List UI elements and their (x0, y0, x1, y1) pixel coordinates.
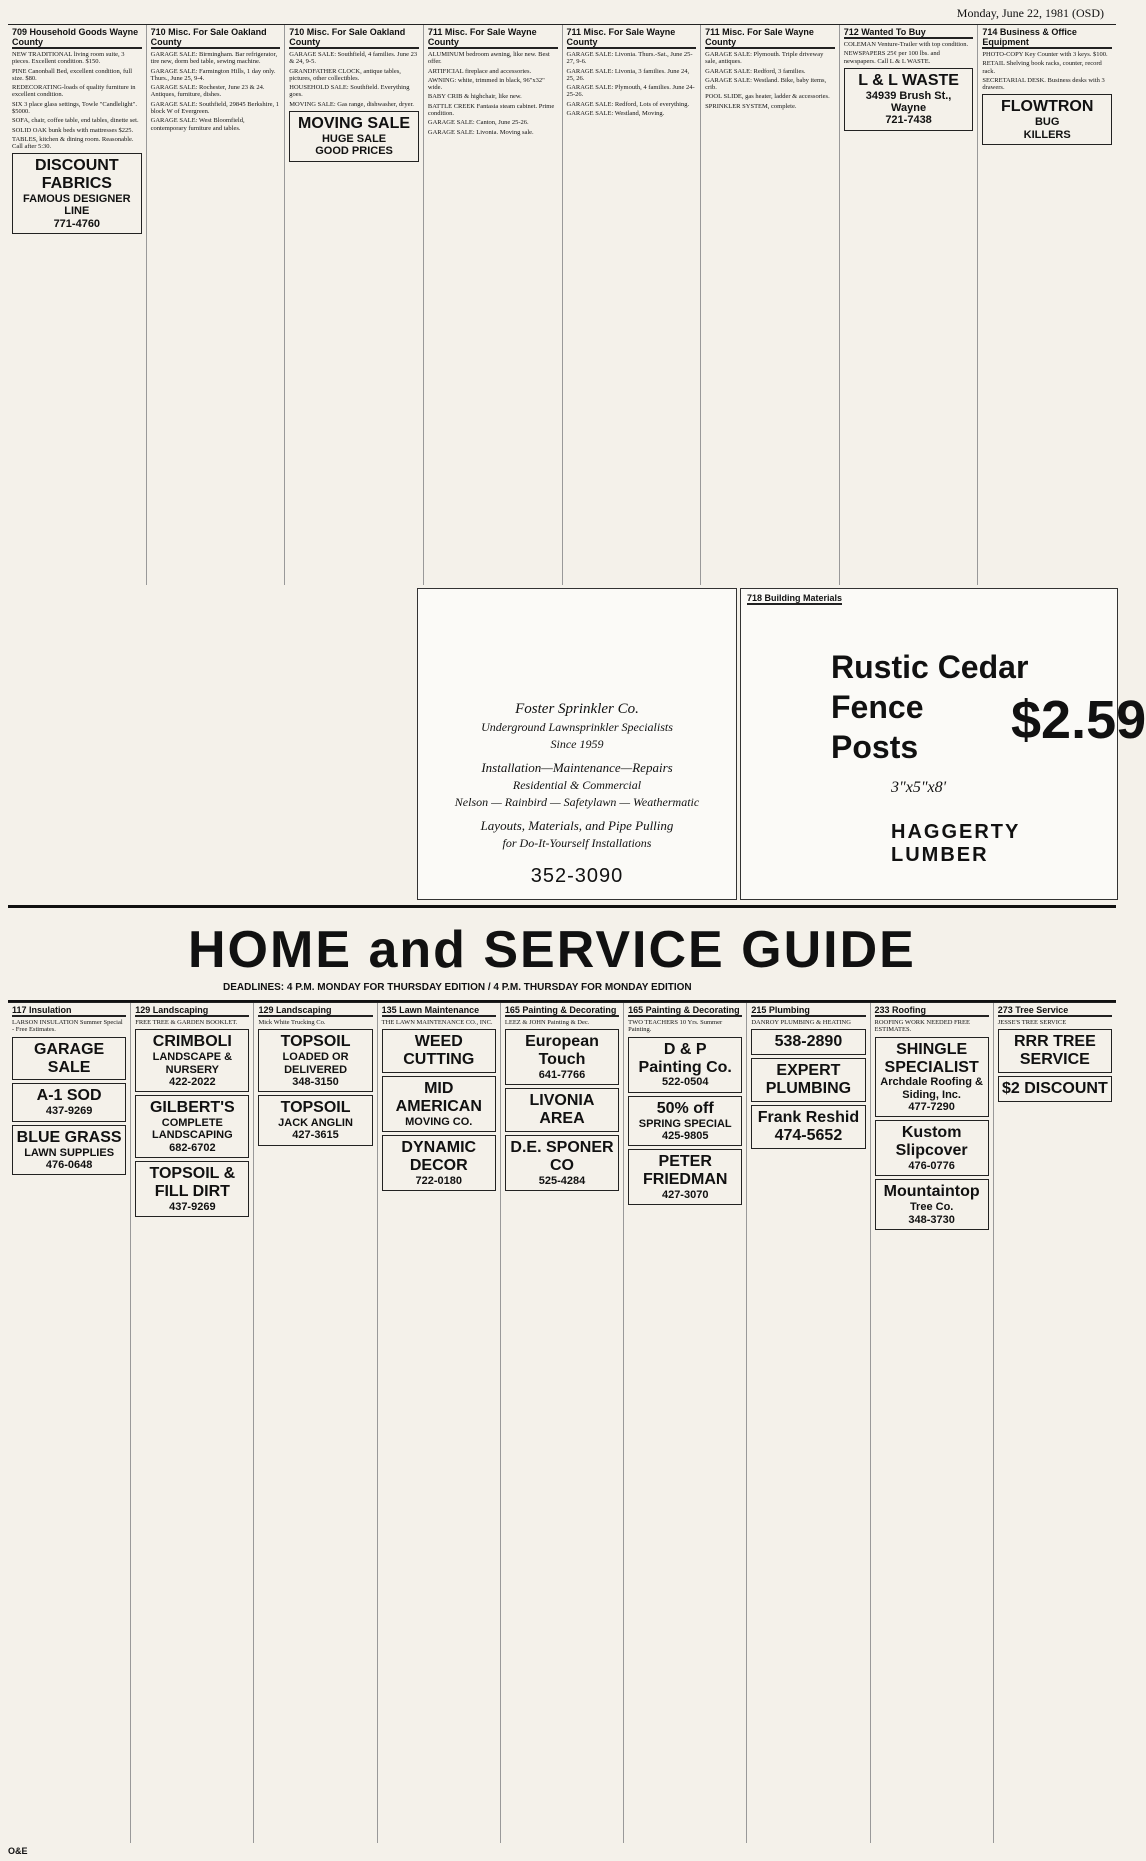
classified-ad: SOLID OAK bunk beds with mattresses $225. (12, 126, 134, 134)
display-ad-line: SHINGLE SPECIALIST (884, 1040, 979, 1076)
display-ad-line: PETER FRIEDMAN (642, 1153, 728, 1189)
classified-ad: GARAGE SALE: Farmington Hills, 1 day only. Thurs., June 25, 9-4. (150, 67, 276, 82)
classified-ad: GARAGE SALE: Southfield, 4 families. June 23 & 24, 9-5. (289, 51, 418, 66)
cedar-price: $2.59 (1011, 690, 1146, 750)
classified-ad: LARSON INSULATION Summer Special - Free Estimates. (12, 1019, 123, 1034)
display-ad (628, 1096, 742, 1147)
column (624, 1003, 747, 1843)
column-heading: 711 Misc. For Sale Wayne County (567, 27, 697, 49)
classified-ad: SPRINKLER SYSTEM, complete. (705, 102, 797, 110)
display-ad-line: DISCOUNT FABRICS (35, 157, 119, 193)
cedar-l1: Rustic Cedar (831, 649, 1029, 685)
classified-ad: GARAGE SALE: Southfield, 29845 Berkshire, 1 block W of Evergreen. (150, 100, 279, 116)
classified-ad: HOUSEHOLD SALE: Southfield. Everything goes. (289, 84, 410, 99)
display-ad-line: Frank Reshid 474-5652 (757, 1109, 860, 1144)
classified-ad: GARAGE SALE: Westland. Bike, baby items, crib. (705, 76, 827, 92)
display-ad-line: COMPLETE LANDSCAPING (151, 1117, 233, 1142)
column-heading: 710 Misc. For Sale Oakland County (289, 27, 419, 49)
display-ad-line: Kustom Slipcover (895, 1124, 968, 1160)
column (424, 25, 563, 585)
display-ad-line: 50% off (656, 1099, 714, 1117)
display-ad-line: 682-6702 (169, 1141, 216, 1154)
display-ad-line: 422-2022 (169, 1075, 216, 1088)
classified-ad: Mick White Trucking Co. (258, 1019, 326, 1027)
column (747, 1003, 870, 1843)
display-ad-line: Mountaintop (883, 1183, 980, 1201)
column-heading: 117 Insulation (12, 1005, 126, 1017)
display-ad (12, 1083, 126, 1121)
display-ad-line: BUG (1034, 116, 1060, 129)
display-ad-line: 522-0504 (661, 1076, 709, 1089)
display-ad-line: MID AMERICAN (395, 1080, 482, 1116)
display-ad-line: $2 DISCOUNT (1001, 1080, 1108, 1098)
display-ad (12, 1037, 126, 1081)
display-ad-line: GARAGE SALE (33, 1040, 105, 1076)
classified-ad: GARAGE SALE: Livonia. Moving sale. (427, 128, 534, 136)
display-ad-line: TOPSOIL & FILL DIRT (149, 1165, 236, 1200)
column (840, 25, 979, 585)
classified-ad: DANROY PLUMBING & HEATING (751, 1019, 851, 1027)
classified-ad: COLEMAN Venture-Trailer with top condition. (843, 41, 969, 49)
display-ad-line: Archdale Roofing & Siding, Inc. (880, 1076, 983, 1101)
display-ad-line: 437-9269 (169, 1200, 216, 1213)
classified-ad: GARAGE SALE: West Bloomfield, contemporary furniture and tables. (150, 117, 245, 132)
display-ad-line: 476-0776 (908, 1160, 955, 1173)
column (978, 25, 1116, 585)
display-ad-line: LIVONIA AREA (529, 1092, 595, 1128)
classified-ad: BABY CRIB & highchair, like new. (427, 93, 522, 101)
display-ad (628, 1037, 742, 1093)
display-ad-line: LOADED OR DELIVERED (282, 1051, 349, 1076)
display-ad-line: WEED CUTTING (403, 1033, 475, 1069)
classified-ad: GARAGE SALE: Rochester, June 23 & 24. Antiques, furniture, dishes. (150, 84, 265, 99)
column (378, 1003, 501, 1843)
display-ad (135, 1095, 249, 1158)
column-heading: 711 Misc. For Sale Wayne County (428, 27, 558, 49)
display-ad-line: D & P Painting Co. (638, 1040, 732, 1076)
sprinkler-since: Since 1959 (550, 737, 604, 751)
classified-ad: SECRETARIAL DESK. Business desks with 3 drawers. (982, 76, 1105, 92)
display-ad-line: 641-7766 (538, 1069, 586, 1082)
classified-ad: GARAGE SALE: Redford, 3 families. (705, 67, 806, 75)
column (147, 25, 286, 585)
sprinkler-line4: Layouts, Materials, and Pipe Pulling (480, 818, 674, 833)
home-service-banner (8, 905, 1116, 1002)
display-ad-line: KILLERS (1023, 128, 1071, 141)
display-ad (382, 1029, 496, 1073)
column-heading: 165 Painting & Decorating (628, 1005, 742, 1017)
classified-ad: THE LAWN MAINTENANCE CO., INC. (381, 1019, 493, 1027)
footer-code: O&E (8, 1846, 28, 1856)
display-ad-line: 348-3730 (908, 1213, 955, 1226)
column (254, 1003, 377, 1843)
display-ad (875, 1120, 989, 1176)
top-classifieds (8, 24, 1116, 585)
display-ad (505, 1029, 619, 1085)
display-ad (12, 153, 142, 234)
display-ad (998, 1076, 1112, 1102)
cedar-heading: 718 Building Materials (747, 593, 843, 603)
column (285, 25, 424, 585)
display-ad (258, 1029, 372, 1092)
display-ad (505, 1088, 619, 1132)
display-ad-line: 348-3150 (292, 1075, 339, 1088)
column-heading: 712 Wanted To Buy (844, 27, 974, 39)
classified-ad: TABLES, kitchen & dining room. Reasonable. Call after 5:30. (12, 135, 134, 151)
display-ad (751, 1105, 865, 1149)
banner-title: HOME and SERVICE GUIDE (188, 921, 916, 979)
display-ad-line: MOVING SALE (298, 115, 411, 133)
display-ad-line: 476-0648 (45, 1158, 93, 1171)
cedar-ad (740, 588, 1146, 900)
classified-ad: GRANDFATHER CLOCK, antique tables, pictures, other collectibles. (289, 67, 401, 82)
cedar-l2: Fence (831, 689, 924, 725)
display-ad-line: 34939 Brush St., Wayne (865, 89, 952, 115)
column-heading: 135 Lawn Maintenance (382, 1005, 496, 1017)
edition: (OSD) (1072, 6, 1104, 20)
display-ad (998, 1029, 1112, 1073)
display-ad (12, 1125, 126, 1176)
column-heading: 129 Landscaping (258, 1005, 372, 1017)
display-ad-line: TOPSOIL (280, 1099, 351, 1117)
service-guide (8, 1002, 1116, 1843)
classified-ad: SIX 3 place glass settings, Towle "Candlelight". $5000. (12, 100, 137, 116)
column (994, 1003, 1116, 1843)
display-ad-line: 771-4760 (53, 217, 101, 230)
classified-ad: PINE Canonball Bed, excellent condition, full size. $80. (12, 67, 133, 82)
cedar-l3: Posts (831, 729, 919, 765)
column-heading: 710 Misc. For Sale Oakland County (151, 27, 281, 49)
display-ad-line: FLOWTRON (1000, 98, 1094, 116)
display-ad (135, 1161, 249, 1217)
column (563, 25, 702, 585)
classified-ad: GARAGE SALE: Redford, Lots of everything. (566, 100, 690, 108)
display-ad-line: DYNAMIC DECOR (401, 1139, 477, 1175)
sprinkler-name: Foster Sprinkler Co. (515, 701, 639, 717)
banner-deadlines: DEADLINES: 4 P.M. MONDAY FOR THURSDAY EDITION / 4 P.M. THURSDAY FOR MONDAY EDITION (223, 982, 692, 993)
display-ad-line: EXPERT PLUMBING (765, 1062, 852, 1098)
classified-ad: MOVING SALE: Gas range, dishwasher, dryer. (289, 100, 414, 108)
classified-ad: ALUMINUM bedroom awning, like new. Best offer. (427, 51, 550, 66)
column-heading: 165 Painting & Decorating (505, 1005, 619, 1017)
column (871, 1003, 994, 1843)
classified-ad: GARAGE SALE: Canton, June 25-26. (427, 119, 529, 127)
display-ad (382, 1076, 496, 1132)
display-ad-line: A-1 SOD (36, 1087, 102, 1105)
sprinkler-ad (417, 588, 737, 900)
display-ad-line: RRR TREE SERVICE (1013, 1033, 1096, 1069)
display-ad-line: 425-9805 (661, 1129, 709, 1142)
display-ad-line: L & L WASTE (858, 71, 959, 89)
sprinkler-line2: Residential & Commercial (512, 778, 642, 792)
column (501, 1003, 624, 1843)
display-ad-line: SPRING SPECIAL (638, 1117, 732, 1130)
dateline (957, 6, 1104, 21)
display-ad-line: LAWN SUPPLIES (24, 1146, 115, 1159)
sprinkler-line3: Nelson — Rainbird — Safetylawn — Weathermatic (454, 795, 700, 809)
display-ad (135, 1029, 249, 1092)
column-heading: 215 Plumbing (751, 1005, 865, 1017)
display-ad (505, 1135, 619, 1191)
sprinkler-phone: 352-3090 (530, 865, 624, 887)
classified-ad: NEW TRADITIONAL living room suite, 3 pieces. Excellent condition. $150. (12, 51, 125, 66)
display-ad-line: MOVING CO. (405, 1115, 473, 1128)
classified-ad: SOFA, chair, coffee table, end tables, dinette set. (12, 117, 139, 125)
display-ad-line: 477-7290 (908, 1101, 955, 1114)
display-ad (982, 94, 1112, 145)
classified-ad: BATTLE CREEK Fantasia steam cabinet. Prime condition. (427, 102, 555, 118)
display-ad-line: D.E. SPONER CO (510, 1139, 614, 1175)
sprinkler-line1: Installation—Maintenance—Repairs (481, 760, 673, 775)
display-ad-line: 721-7438 (885, 114, 932, 127)
classified-ad: TWO TEACHERS 10 Yrs. Summer Painting. (628, 1019, 723, 1034)
column-heading: 233 Roofing (875, 1005, 989, 1017)
display-ad-line: TOPSOIL (280, 1033, 351, 1051)
display-ad-line: BLUE GRASS (16, 1128, 122, 1146)
display-ad (844, 68, 974, 131)
display-ad-line: 722-0180 (415, 1175, 463, 1188)
column-heading: 129 Landscaping (135, 1005, 249, 1017)
display-ad-line: Tree Co. (909, 1201, 954, 1214)
sprinkler-sub: Underground Lawnsprinkler Specialists (481, 720, 673, 734)
column (8, 1003, 131, 1843)
display-ad-line: 525-4284 (538, 1175, 586, 1188)
classified-ad: GARAGE SALE: Plymouth. Triple driveway sale, antiques. (705, 51, 824, 66)
classified-ad: REDECORATING-loads of quality furniture in excellent condition. (12, 84, 136, 99)
classified-ad: GARAGE SALE: Plymouth, 4 families. June 24-25-26. (566, 84, 695, 99)
column-heading: 709 Household Goods Wayne County (12, 27, 142, 49)
column (8, 25, 147, 585)
display-ad-line: FAMOUS DESIGNER LINE (23, 193, 131, 218)
date: Monday, June 22, 1981 (956, 6, 1069, 20)
classified-ad: GARAGE SALE: Westland, Moving. (566, 110, 665, 118)
display-ad-line: HUGE SALE (321, 132, 387, 145)
classified-ad: GARAGE SALE: Livonia, 3 families. June 24, 25, 26. (566, 67, 690, 82)
classified-ad: ROOFING WORK NEEDED FREE ESTIMATES. (874, 1019, 970, 1034)
column-heading: 273 Tree Service (998, 1005, 1112, 1017)
column-heading: 711 Misc. For Sale Wayne County (705, 27, 835, 49)
display-ad (628, 1149, 742, 1205)
classified-ad: GARAGE SALE: Livonia. Thurs.-Sat., June 25-27, 9-6. (566, 51, 693, 66)
display-ad-line: 437-9269 (45, 1105, 93, 1118)
column (131, 1003, 254, 1843)
display-ad-line: 427-3615 (292, 1129, 339, 1142)
classified-ad: LEEZ & JOHN Painting & Dec. (504, 1019, 590, 1027)
display-ad (751, 1029, 865, 1055)
display-ad-line: 538-2890 (774, 1033, 843, 1051)
display-ad (875, 1037, 989, 1118)
display-ad-line: JACK ANGLIN (278, 1117, 353, 1130)
display-ad-line: LANDSCAPE & NURSERY (152, 1051, 233, 1076)
display-ad (875, 1179, 989, 1230)
classified-ad: NEWSPAPERS 25¢ per 100 lbs. and newspapers. Call L & L WASTE. (843, 50, 940, 65)
display-ad-line: GOOD PRICES (315, 145, 393, 158)
classified-ad: ARTIFICIAL fireplace and accessories. (427, 67, 532, 75)
column (701, 25, 840, 585)
display-ad-line: 427-3070 (661, 1189, 709, 1202)
cedar-size: 3"x5"x8' (891, 779, 947, 796)
cedar-brand: HAGGERTY LUMBER (891, 821, 1020, 866)
display-ad (751, 1058, 865, 1102)
sprinkler-line5: for Do-It-Yourself Installations (502, 836, 652, 850)
display-ad-line: European Touch (525, 1033, 599, 1069)
column-heading: 714 Business & Office Equipment (982, 27, 1112, 49)
classified-ad: AWNING: white, trimmed in black, 96"x32" wide. (427, 76, 545, 92)
classified-ad: POOL SLIDE, gas heater, ladder & accessories. (705, 93, 830, 101)
classified-ad: JESSE'S TREE SERVICE (997, 1019, 1067, 1027)
display-ad (289, 111, 419, 162)
classified-ad: PHOTO-COPY Key Counter with 3 keys. $100. (982, 51, 1108, 59)
classified-ad: RETAIL Shelving book racks, counter, record rack. (982, 60, 1102, 75)
display-ad-line: CRIMBOLI (152, 1033, 232, 1051)
classified-ad: GARAGE SALE: Birmingham. Bar refrigerator, tire new, dorm bed table, sewing machine. (150, 51, 278, 66)
classified-ad: FREE TREE & GARDEN BOOKLET. (135, 1019, 238, 1027)
display-ad (382, 1135, 496, 1191)
display-ad (258, 1095, 372, 1146)
display-ad-line: GILBERT'S (149, 1099, 235, 1117)
